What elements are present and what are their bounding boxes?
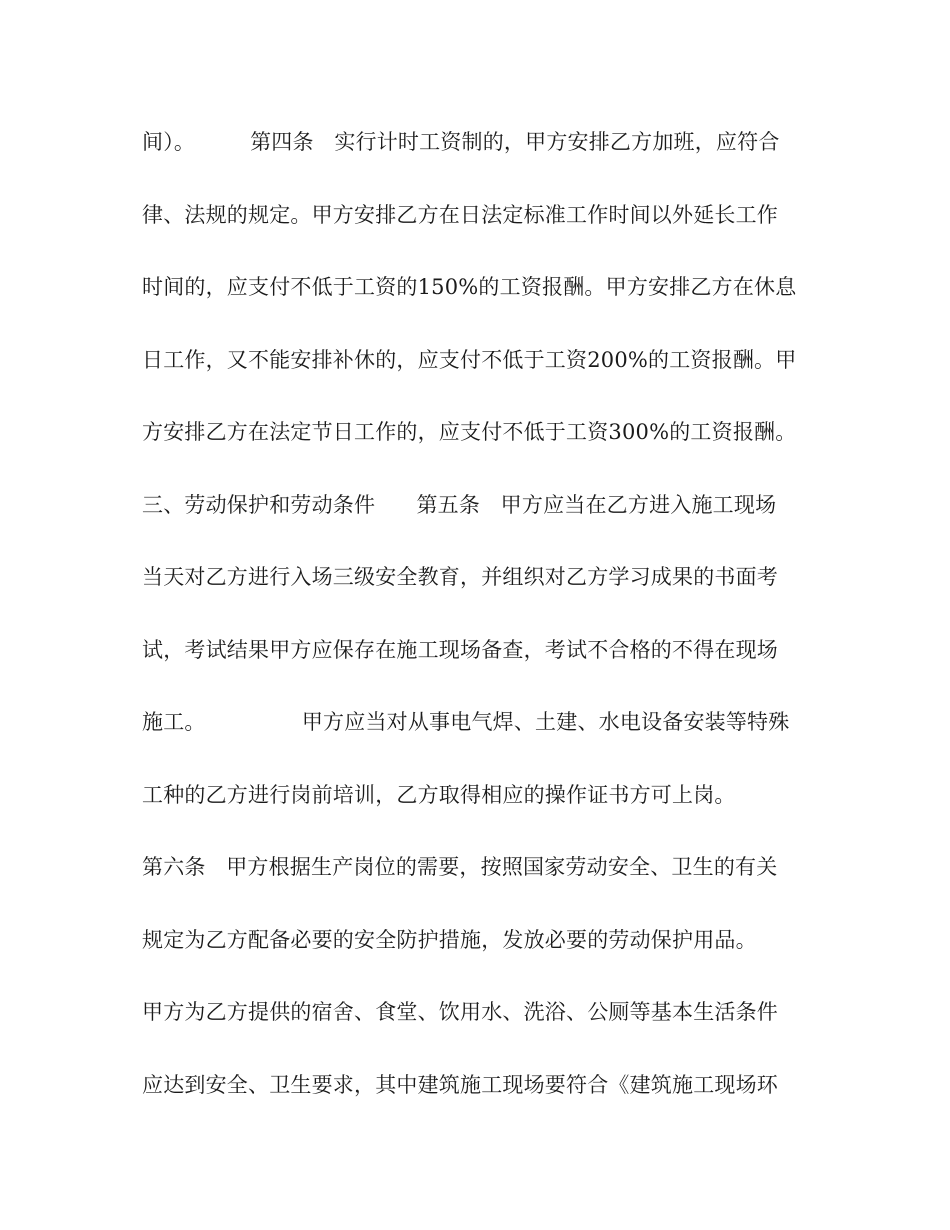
text-line: 日工作，又不能安排补休的，应支付不低于工资200%的工资报酬。甲 [142, 347, 797, 372]
text-line: 时间的，应支付不低于工资的150%的工资报酬。甲方安排乙方在休息 [142, 275, 797, 299]
text-line: 方安排乙方在法定节日工作的，应支付不低于工资300%的工资报酬。 [142, 420, 797, 444]
section-heading-line: 三、劳动保护和劳动条件 第五条 甲方应当在乙方进入施工现场 [142, 492, 777, 517]
document-body [142, 124, 822, 1139]
text-line: 工种的乙方进行岗前培训，乙方取得相应的操作证书方可上岗。 [142, 782, 736, 807]
text-line: 试，考试结果甲方应保存在施工现场备查，考试不合格的不得在现场 [142, 637, 778, 662]
text-line: 律、法规的规定。甲方安排乙方在日法定标准工作时间以外延长工作 [142, 202, 778, 227]
article-line: 第六条 甲方根据生产岗位的需要，按照国家劳动安全、卫生的有关 [142, 855, 778, 879]
text-line: 规定为乙方配备必要的安全防护措施，发放必要的劳动保护用品。 [142, 927, 757, 952]
text-line: 应达到安全、卫生要求，其中建筑施工现场要符合《建筑施工现场环 [142, 1072, 778, 1097]
text-line: 当天对乙方进行入场三级安全教育，并组织对乙方学习成果的书面考 [142, 565, 778, 589]
text-line: 甲方为乙方提供的宿舍、食堂、饮用水、洗浴、公厕等基本生活条件 [142, 1000, 778, 1024]
text-line: 施工。 甲方应当对从事电气焊、土建、水电设备安装等特殊 [142, 710, 790, 734]
text-line: 间）。 第四条 实行计时工资制的，甲方安排乙方加班，应符合 [142, 130, 780, 154]
